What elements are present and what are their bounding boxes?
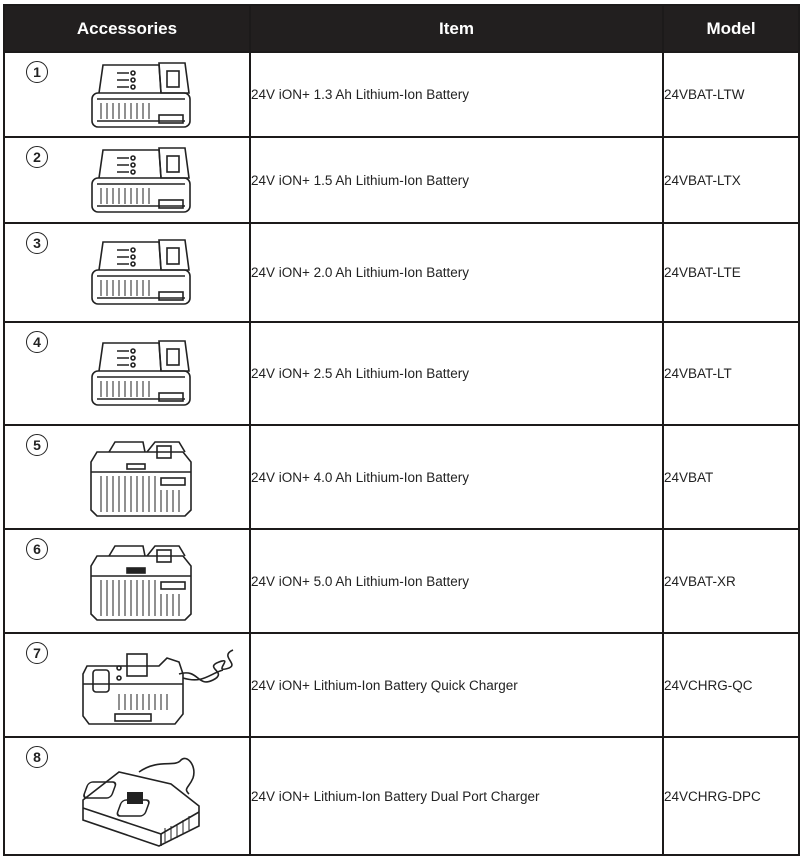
accessory-cell — [4, 737, 250, 855]
model-number: 24VBAT-LTE — [663, 223, 799, 322]
item-name: 24V iON+ 2.0 Ah Lithium-Ion Battery — [250, 223, 663, 322]
model-number: 24VCHRG-QC — [663, 633, 799, 737]
table-row — [4, 529, 799, 633]
header-row — [4, 5, 799, 52]
compact-battery-icon — [89, 144, 194, 216]
quick-charger-icon — [79, 644, 239, 730]
item-number: 2 — [26, 146, 48, 168]
model-number: 24VBAT-XR — [663, 529, 799, 633]
table-row — [4, 425, 799, 529]
accessory-cell — [4, 529, 250, 633]
model-number: 24VBAT-LTW — [663, 52, 799, 137]
compact-battery-icon — [89, 236, 194, 308]
item-name: 24V iON+ 1.5 Ah Lithium-Ion Battery — [250, 137, 663, 223]
model-number: 24VBAT-LT — [663, 322, 799, 425]
model-number: 24VCHRG-DPC — [663, 737, 799, 855]
model-number: 24VBAT — [663, 425, 799, 529]
item-name: 24V iON+ Lithium-Ion Battery Dual Port Charger — [250, 737, 663, 855]
accessory-cell — [4, 223, 250, 322]
item-name: 24V iON+ Lithium-Ion Battery Quick Charger — [250, 633, 663, 737]
accessory-cell — [4, 52, 250, 137]
item-number: 3 — [26, 232, 48, 254]
header-accessories: Accessories — [4, 5, 250, 52]
item-name: 24V iON+ 4.0 Ah Lithium-Ion Battery — [250, 425, 663, 529]
dual-port-charger-icon — [79, 748, 209, 850]
item-name: 24V iON+ 2.5 Ah Lithium-Ion Battery — [250, 322, 663, 425]
accessory-cell — [4, 137, 250, 223]
compact-battery-icon — [89, 59, 194, 131]
large-battery-icon — [87, 440, 195, 520]
accessory-cell — [4, 425, 250, 529]
table-row — [4, 223, 799, 322]
item-number: 4 — [26, 331, 48, 353]
item-number: 6 — [26, 538, 48, 560]
item-name: 24V iON+ 5.0 Ah Lithium-Ion Battery — [250, 529, 663, 633]
accessory-cell — [4, 633, 250, 737]
table-row — [4, 322, 799, 425]
item-number: 1 — [26, 61, 48, 83]
model-number: 24VBAT-LTX — [663, 137, 799, 223]
item-number: 5 — [26, 434, 48, 456]
item-number: 8 — [26, 746, 48, 768]
accessory-cell — [4, 322, 250, 425]
item-name: 24V iON+ 1.3 Ah Lithium-Ion Battery — [250, 52, 663, 137]
header-item: Item — [250, 5, 663, 52]
item-number: 7 — [26, 642, 48, 664]
large-battery-icon — [87, 544, 195, 624]
table-row — [4, 737, 799, 855]
table-row — [4, 52, 799, 137]
compact-battery-icon — [89, 337, 194, 409]
table-row — [4, 633, 799, 737]
header-model: Model — [663, 5, 799, 52]
accessories-table — [3, 4, 800, 856]
table-row — [4, 137, 799, 223]
